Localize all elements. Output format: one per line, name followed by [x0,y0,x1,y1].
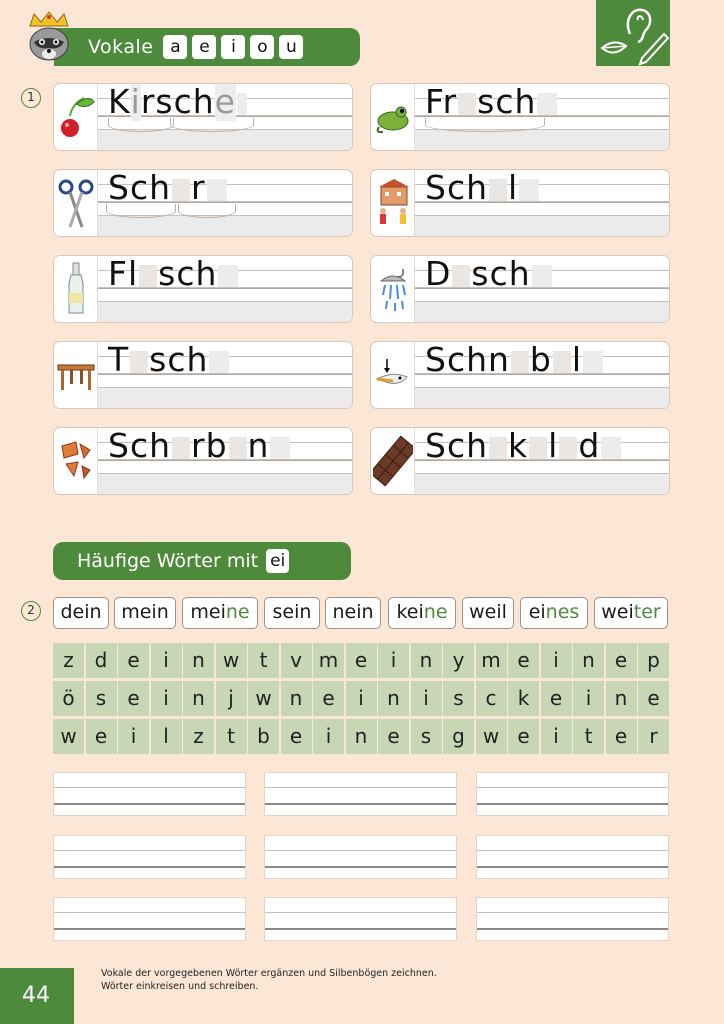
syllable-arc [106,204,176,218]
writing-line[interactable] [53,772,246,816]
writing-line[interactable] [53,835,246,879]
grid-letter[interactable]: e [86,719,117,754]
word-text: sein [272,601,312,623]
writing-line[interactable] [476,897,669,941]
grid-letter[interactable]: e [638,681,669,716]
word-highlight: ter [633,601,661,623]
grid-letter[interactable]: n [346,719,377,754]
grid-letter[interactable]: e [606,643,637,678]
word-part: d [578,427,601,465]
grid-letter[interactable]: i [411,681,442,716]
vowel-gap[interactable] [553,351,571,373]
card-word [425,83,558,121]
word-part: Sch [425,169,489,207]
writing-line[interactable] [264,835,457,879]
vowel-card [370,83,670,151]
word-text: kei [396,601,424,623]
raccoon-king-mascot-icon [22,10,76,66]
grid-letter[interactable]: e [281,719,312,754]
grid-letter[interactable]: d [86,643,117,678]
grid-letter[interactable]: t [216,719,247,754]
grid-letter[interactable]: i [573,681,604,716]
vowel-gap[interactable] [511,351,529,373]
writing-line[interactable] [476,772,669,816]
vowel-gap[interactable] [489,179,507,201]
speak-listen-write-corner [596,0,670,66]
word-part: i [130,83,141,121]
ear-mouth-pencil-icon [596,0,670,66]
card-word [108,169,228,207]
grid-letter[interactable]: e [541,681,572,716]
word-part: l [571,341,583,379]
word-text: wei [601,601,634,623]
grid-letter[interactable]: z [183,719,214,754]
syllable-arc [170,118,254,132]
grid-letter[interactable]: l [151,719,182,754]
grid-letter[interactable]: m [313,643,344,678]
beak-icon [371,342,415,408]
syllable-arc [178,204,236,218]
vowel-card [53,169,353,237]
bottle-icon [54,256,98,322]
grid-letter[interactable]: i [151,681,182,716]
word-part: K [108,83,131,121]
word-part: T [108,341,130,379]
vowel-gap[interactable] [458,93,476,115]
word-part: Schn [425,341,510,379]
word-part: rb [191,427,228,465]
word-part: Fr [425,83,458,121]
grid-letter[interactable]: b [248,719,279,754]
word-box [594,597,668,629]
grid-letter[interactable]: e [508,719,539,754]
word-box [182,597,258,629]
card-word [108,255,239,293]
grid-letter[interactable]: k [508,681,539,716]
word-text: weil [469,601,507,623]
vowel-box: i [221,35,245,59]
word-box [388,597,456,629]
page-number: 44 [0,968,74,1024]
grid-letter[interactable]: e [313,681,344,716]
section2-bar [53,542,351,580]
word-box [53,597,109,629]
word-part: k [508,427,529,465]
word-part: e [214,83,236,121]
grid-letter[interactable]: w [216,643,247,678]
word-part: sch [471,255,531,293]
grid-letter[interactable]: n [606,681,637,716]
grid-letter[interactable]: c [476,681,507,716]
grid-letter[interactable]: w [476,719,507,754]
vowel-card [53,341,353,409]
vowel-gap[interactable] [130,351,148,373]
grid-letter[interactable]: p [638,643,669,678]
writing-line[interactable] [264,772,457,816]
grid-letter[interactable]: i [346,681,377,716]
word-text: ei [528,601,546,623]
vowel-gap[interactable] [139,265,157,287]
card-word [425,341,604,379]
vowel-card [370,427,670,495]
vowel-card [53,255,353,323]
vowel-gap[interactable] [529,437,547,459]
word-text: mein [121,601,169,623]
card-word [108,341,230,379]
syllable-arc [108,118,174,132]
word-part: n [247,427,270,465]
grid-letter[interactable]: e [346,643,377,678]
grid-letter[interactable]: ö [53,681,84,716]
word-part: Sch [108,169,172,207]
writing-line[interactable] [476,835,669,879]
instruction-line-1: Vokale der vorgegebenen Wörter ergänzen und Silbenbögen zeichnen. [101,968,437,979]
grid-letter[interactable]: s [86,681,117,716]
grid-letter[interactable]: w [248,681,279,716]
grid-letter[interactable]: j [216,681,247,716]
table-icon [54,342,98,408]
frog-icon [371,84,415,150]
vowel-box: e [192,35,216,59]
grid-letter[interactable]: s [443,681,474,716]
grid-letter[interactable]: n [183,643,214,678]
grid-letter[interactable]: i [313,719,344,754]
writing-line[interactable] [264,897,457,941]
vowel-card [53,83,353,151]
grid-letter[interactable]: e [378,719,409,754]
scissors-icon [54,170,98,236]
word-box [325,597,381,629]
grid-letter[interactable]: n [183,681,214,716]
word-part: Sch [108,427,172,465]
header-title: Vokale [88,36,154,58]
grid-letter[interactable]: n [411,643,442,678]
grid-letter[interactable]: w [53,719,84,754]
grid-letter[interactable]: r [638,719,669,754]
grid-letter[interactable]: i [541,719,572,754]
card-word [425,255,553,293]
shards-icon [54,428,98,494]
vowel-gap[interactable] [559,437,577,459]
grid-letter[interactable]: t [248,643,279,678]
grid-letter[interactable]: i [118,719,149,754]
grid-letter[interactable]: y [443,643,474,678]
word-part: sch [158,255,218,293]
grid-letter[interactable]: e [508,643,539,678]
word-highlight: ne [423,601,448,623]
instruction-line-2: Wörter einkreisen und schreiben. [101,981,259,992]
card-word [108,83,248,121]
grid-letter[interactable]: i [378,643,409,678]
vowel-gap[interactable] [172,179,190,201]
grid-letter[interactable]: n [378,681,409,716]
vowel-gap[interactable] [172,437,190,459]
word-part: l [548,427,559,465]
vowel-list [163,35,308,59]
word-part: b [529,341,552,379]
word-part: D [425,255,452,293]
word-part: r [191,169,206,207]
card-word [425,169,540,207]
section2-badge: ei [266,549,289,573]
vowel-box: a [163,35,187,59]
grid-letter[interactable]: m [476,643,507,678]
grid-letter[interactable]: n [573,643,604,678]
word-text: dein [60,601,102,623]
word-part: l [508,169,519,207]
vowel-box: u [279,35,303,59]
school-icon [371,170,415,236]
vowel-box: o [250,35,274,59]
card-word [425,427,622,465]
vowel-card [53,427,353,495]
word-box [520,597,588,629]
chocolate-icon [371,428,415,494]
grid-letter[interactable]: i [541,643,572,678]
word-text: nein [332,601,374,623]
exercise-2-number: 2 [21,601,41,621]
vowel-gap[interactable] [452,265,470,287]
vowel-gap[interactable] [229,437,247,459]
grid-letter[interactable]: v [281,643,312,678]
grid-letter[interactable]: g [443,719,474,754]
word-part: rsch [140,83,215,121]
word-box [462,597,514,629]
word-part: Sch [425,427,489,465]
grid-letter[interactable]: z [53,643,84,678]
word-box [264,597,320,629]
word-part: Fl [108,255,139,293]
syllable-arc [425,118,545,132]
word-highlight: nes [545,601,580,623]
writing-line[interactable] [53,897,246,941]
grid-letter[interactable]: e [606,719,637,754]
word-text: mei [190,601,226,623]
grid-letter[interactable]: t [573,719,604,754]
card-word [108,427,291,465]
grid-letter[interactable]: n [281,681,312,716]
vowel-card [370,169,670,237]
word-part: sch [477,83,537,121]
vowel-card [370,255,670,323]
word-part: sch [149,341,209,379]
word-highlight: ne [225,601,250,623]
grid-letter[interactable]: i [151,643,182,678]
header-bar [54,28,360,66]
vowel-card [370,341,670,409]
shower-icon [371,256,415,322]
letter-grid [53,643,668,755]
instructions [101,967,437,993]
grid-letter[interactable]: e [118,681,149,716]
vowel-gap[interactable] [489,437,507,459]
word-box [114,597,176,629]
cherry-icon [54,84,98,150]
grid-letter[interactable]: s [411,719,442,754]
exercise-1-number: 1 [21,88,41,108]
grid-letter[interactable]: e [118,643,149,678]
section2-title: Häufige Wörter mit [77,550,259,572]
